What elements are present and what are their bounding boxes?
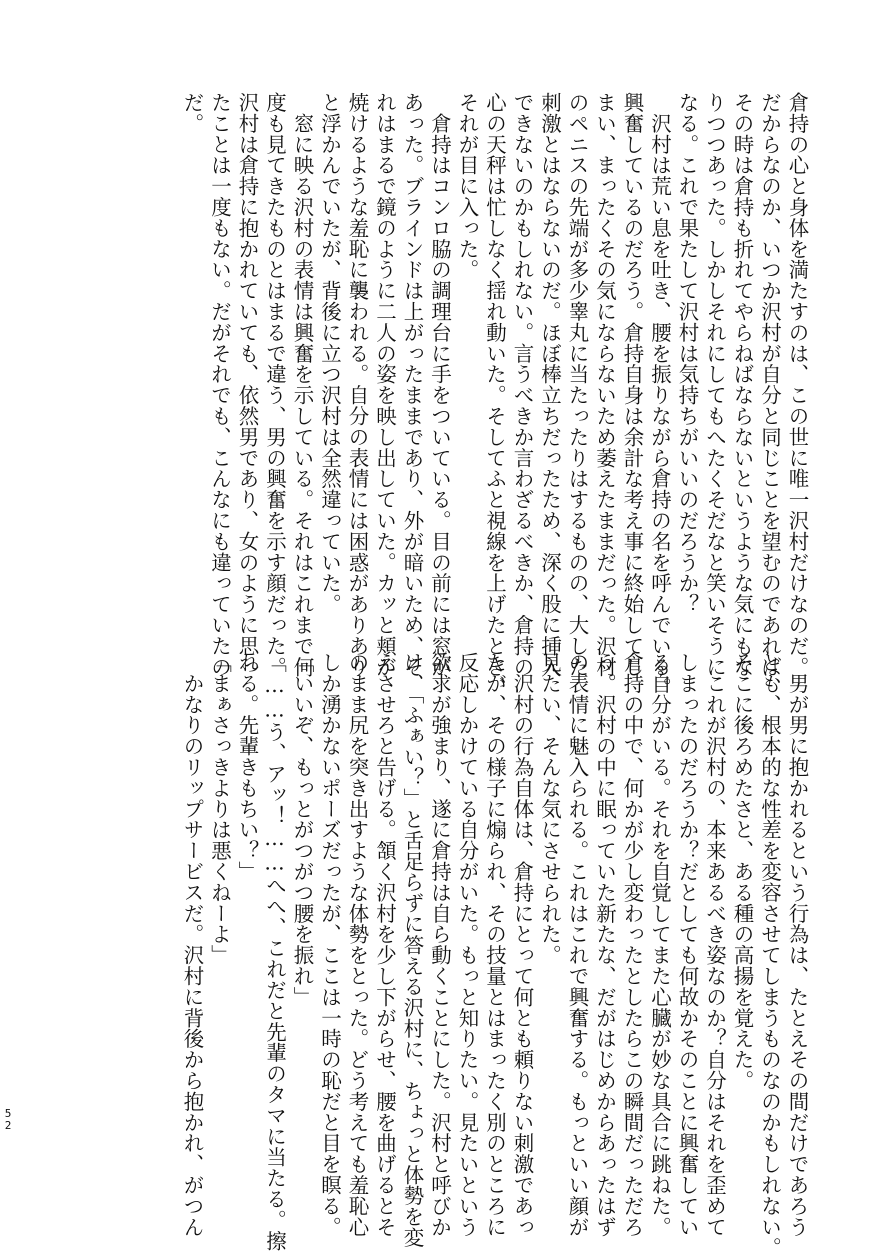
text-line: れる。先輩きもちい？」: [235, 652, 259, 882]
text-line: その時は倉持も折れてやらねばならないというような気にもな: [730, 92, 754, 678]
text-line: 沢村の行為自体は、倉持にとって何とも頼りない刺激であっ: [510, 652, 534, 1238]
text-line: け、「ふぁい？」と舌足らずに答える沢村に、ちょっと体勢を変: [400, 652, 424, 1248]
page-number-digit: 5: [4, 1107, 12, 1120]
text-line: 男が男に抱かれるという行為は、たとえその間だけであろう: [785, 652, 809, 1238]
text-line: れはまるで鏡のように二人の姿を映し出していた。カッと頬が: [372, 92, 397, 678]
text-line: と浮かんでいたが、背後に立つ沢村は全然違っていた。: [317, 92, 342, 615]
text-line: そこに後ろめたさと、ある種の高揚を覚えた。: [730, 652, 754, 1091]
text-line: 沢村は荒い息を吐き、腰を振りながら倉持の名を呼んでいる。: [647, 92, 672, 699]
text-line: 度も見てきたものとはまるで違う、男の興奮を示す顔だった。: [262, 92, 287, 678]
page-number: [2, 1108, 14, 1132]
text-line: 欲求が強まり、遂に倉持は自ら動くことにした。沢村と呼びか: [427, 652, 452, 1238]
text-line: 倉持の心と身体を満たすのは、この世に唯一沢村だけなのだ。: [785, 92, 809, 678]
text-line: 心の天秤は忙しなく揺れ動いた。そしてふと視線を上げたとき、: [482, 92, 507, 699]
text-line: しまったのだろうか？だとしても何故かそのことに興奮してい: [675, 652, 699, 1238]
text-line: りつつあった。しかしそれにしてもへたくそだなと笑いそうに: [702, 92, 727, 678]
text-line: 刺激とはならないのだ。ほぼ棒立ちだったため、深く股に挿入: [537, 92, 562, 678]
text-line: あった。ブラインドは上がったままであり、外が暗いため、そ: [400, 92, 424, 678]
text-line: る自分がいる。それを自覚してまた心臓が妙な具合に跳ねた。: [647, 652, 672, 1238]
text-block-upper: [136, 92, 810, 699]
text-line: う。沢村の中に眠っていた新たな、だがはじめからあったはず: [592, 652, 617, 1238]
text-line: だ。: [180, 92, 204, 134]
text-block-lower: [136, 652, 810, 1258]
text-line: 興奮しているのだろう。倉持自身は余計な考え事に終始してし: [620, 92, 644, 678]
text-line: まい、まったくその気にならないため萎えたままだった。沢村: [592, 92, 617, 678]
text-line: の表情に魅入られる。これはこれで興奮する。もっといい顔が: [565, 652, 589, 1238]
text-line: たことは一度もない。だがそれでも、こんなにも違っていたの: [207, 92, 232, 678]
page-number-digit: 2: [4, 1119, 12, 1132]
text-line: とも、根本的な性差を変容させてしまうものなのかもしれない。: [757, 652, 782, 1258]
text-line: のペニスの先端が多少睾丸に当たったりはするものの、大した: [565, 92, 589, 678]
text-line: これが沢村の、本来あるべき姿なのか？自分はそれを歪めて: [702, 652, 727, 1238]
text-line: 「まぁさっきよりは悪くねーよ」: [207, 652, 232, 966]
text-line: できないのかもしれない。言うべきか言わざるべきか、倉持の: [510, 92, 534, 678]
text-line: 見たい、そんな気にさせられた。: [537, 652, 562, 966]
text-line: 倉持はコンロ脇の調理台に手をついている。目の前には窓が: [427, 92, 452, 678]
text-line: たが、その様子に煽られ、その技量とはまったく別のところに: [482, 652, 507, 1238]
text-line: だからなのか、いつか沢村が自分と同じことを望むのであれば、: [757, 92, 782, 699]
text-line: のまま尻を突き出すような体勢をとった。どう考えても羞恥心: [345, 652, 369, 1238]
text-line: えさせろと告げる。頷く沢村を少し下がらせ、腰を曲げるとそ: [372, 652, 397, 1238]
text-line: なる。これで果たして沢村は気持ちがいいのだろうか？: [675, 92, 699, 615]
text-line: しか湧かないポーズだったが、ここは一時の恥だと目を瞑る。: [317, 652, 342, 1238]
text-line: それが目に入った。: [455, 92, 479, 281]
text-line: 沢村は倉持に抱かれていても、依然男であり、女のように思っ: [235, 92, 259, 678]
text-line: 倉持の中で、何かが少し変わったとしたらこの瞬間だっただろ: [620, 652, 644, 1238]
text-line: 窓に映る沢村の表情は興奮を示している。それはこれまで何: [290, 92, 314, 678]
text-line: 焼けるような羞恥に襲われる。自分の表情には困惑がありあり: [345, 92, 369, 678]
text-line: 反応しかけている自分がいた。もっと知りたい。見たいという: [455, 652, 479, 1238]
text-line: かなりのリップサービスだ。沢村に背後から抱かれ、がつん: [180, 652, 204, 1238]
text-line: 「いいぞ、もっとがつがつ腰を振れ」: [290, 652, 314, 1008]
text-line: 「……う、アッ！……へへ、これだと先輩のタマに当たる。擦: [262, 652, 287, 1252]
